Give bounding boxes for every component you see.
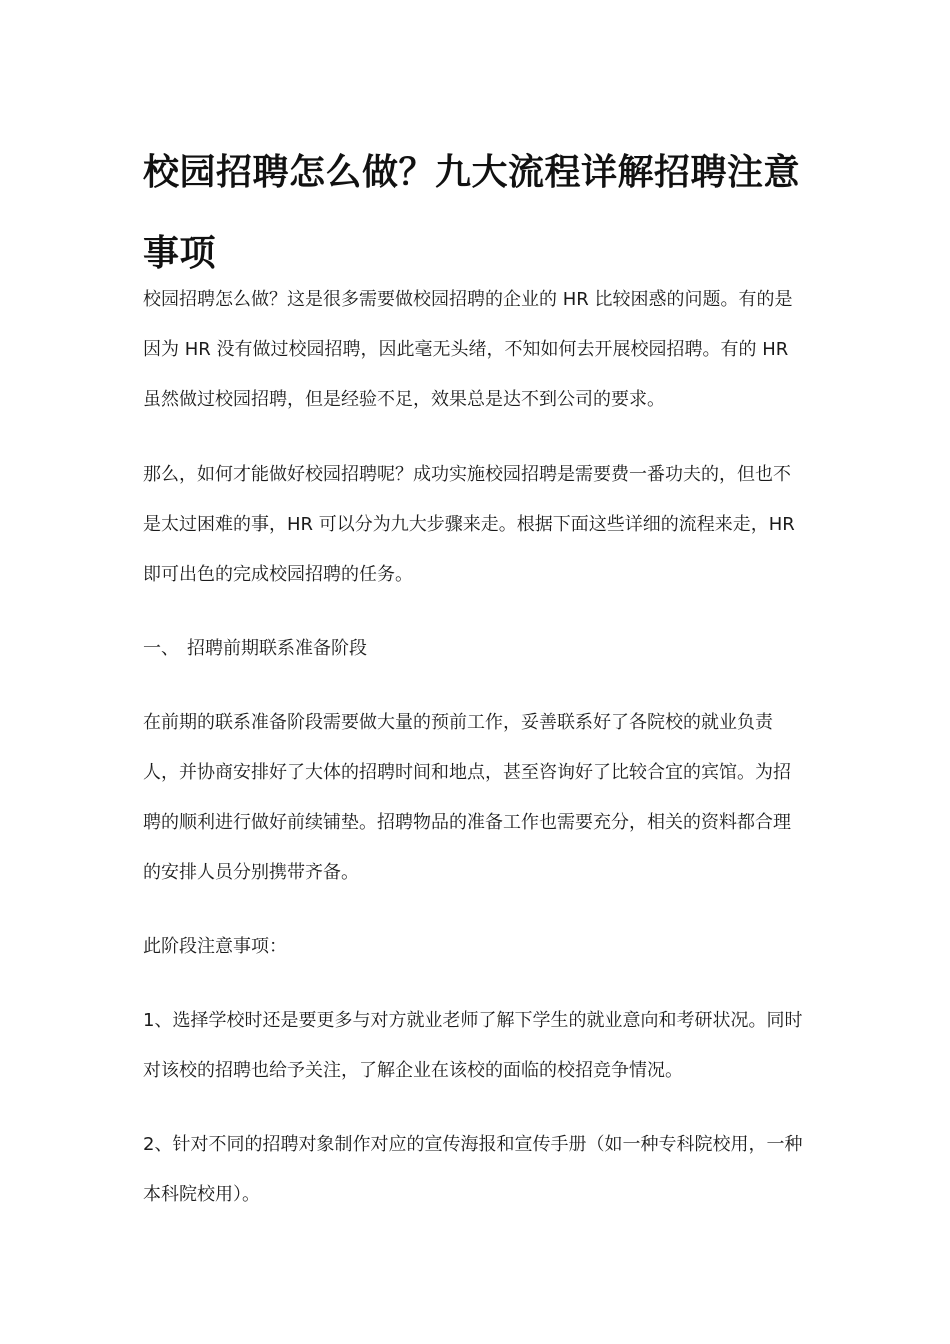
- overview-paragraph: 那么，如何才能做好校园招聘呢？成功实施校园招聘是需要费一番功夫的，但也不是太过困难的事，HR 可以分为九大步骤来走。根据下面这些详细的流程来走，HR 即可出色的完成校园招聘的任务。: [143, 464, 795, 585]
- section-number: 一、: [143, 638, 179, 659]
- intro-paragraph: 校园招聘怎么做？这是很多需要做校园招聘的企业的 HR 比较困惑的问题。有的是因为 HR 没有做过校园招聘，因此毫无头绪，不知如何去开展校园招聘。有的 HR 虽然做过校园招聘，但是经验不足，效果总是达不到公司的要求。: [143, 289, 793, 410]
- page-title: 校园招聘怎么做？九大流程详解招聘注意事项: [143, 152, 801, 274]
- note-item-2: 2、针对不同的招聘对象制作对应的宣传海报和宣传手册（如一种专科院校用，一种本科院校用）。: [143, 1134, 803, 1205]
- stage1-body-paragraph: 在前期的联系准备阶段需要做大量的预前工作，妥善联系好了各院校的就业负责人，并协商安排好了大体的招聘时间和地点，甚至咨询好了比较合宜的宾馆。为招聘的顺利进行做好前续铺垫。招聘物品的准备工作也需要充分，相关的资料都合理的安排人员分别携带齐备。: [143, 712, 791, 883]
- section-heading-text: 招聘前期联系准备阶段: [187, 638, 367, 659]
- notes-label: 此阶段注意事项：: [143, 936, 287, 957]
- note-item-1: 1、选择学校时还是要更多与对方就业老师了解下学生的就业意向和考研状况。同时对该校的招聘也给予关注，了解企业在该校的面临的校招竞争情况。: [143, 1010, 803, 1081]
- section-heading-stage1: [143, 624, 808, 674]
